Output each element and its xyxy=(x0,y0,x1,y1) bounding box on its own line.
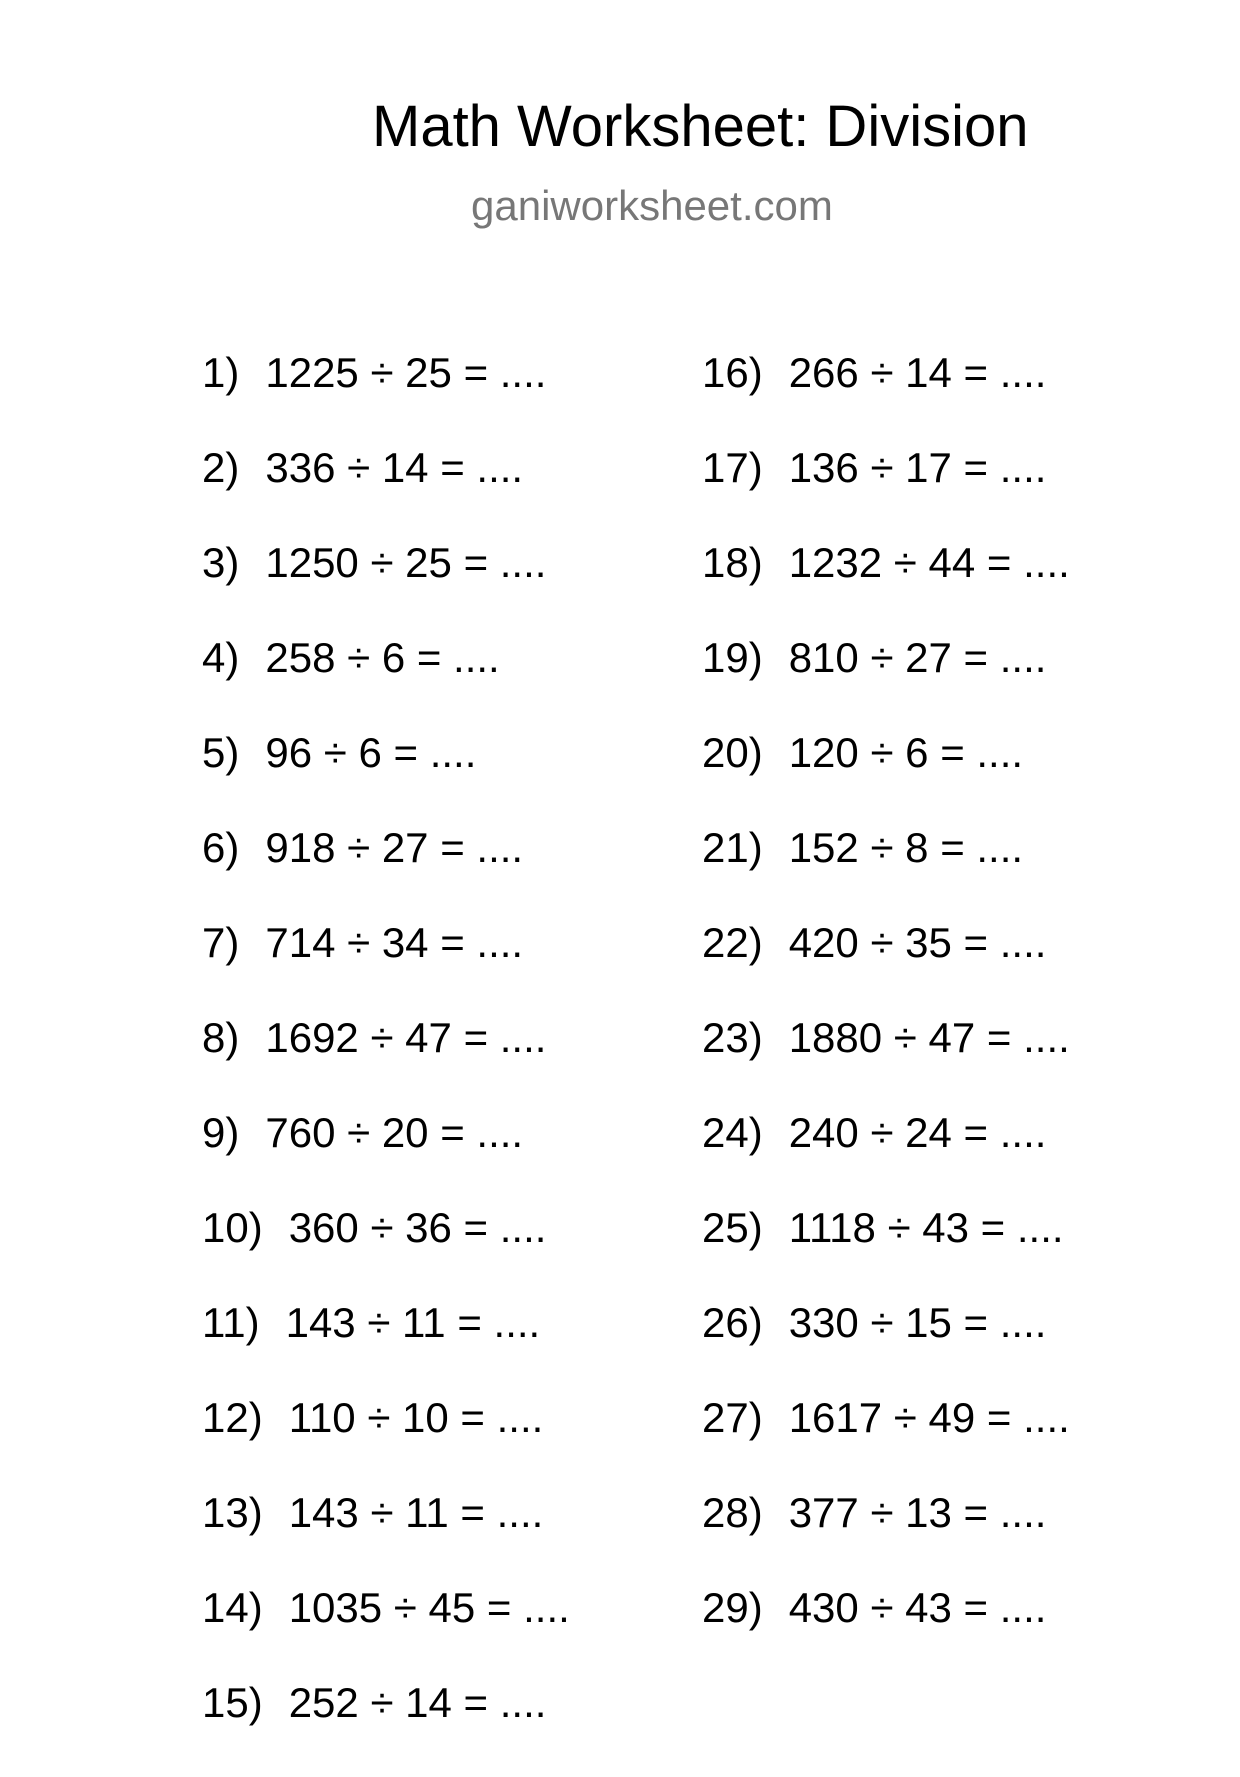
problem-number: 6) xyxy=(202,824,240,871)
problem-item xyxy=(202,349,570,447)
problem-expression: 152 ÷ 8 = .... xyxy=(788,824,1024,871)
problem-item xyxy=(702,824,1070,922)
problem-expression: 120 ÷ 6 = .... xyxy=(788,729,1024,776)
problem-item xyxy=(202,1109,570,1207)
problem-expression: 143 ÷ 11 = .... xyxy=(288,1489,544,1536)
problem-item xyxy=(702,1394,1070,1492)
problem-number: 15) xyxy=(202,1679,263,1726)
site-url: ganiworksheet.com xyxy=(471,182,833,229)
problem-item xyxy=(202,1489,570,1587)
problem-item xyxy=(202,919,570,1017)
problem-expression: 760 ÷ 20 = .... xyxy=(265,1109,524,1156)
problem-number: 3) xyxy=(202,539,240,586)
problem-item xyxy=(202,1584,570,1682)
problem-item xyxy=(202,1394,570,1492)
problem-number: 20) xyxy=(702,729,763,776)
problem-item xyxy=(702,919,1070,1017)
problem-expression: 1617 ÷ 49 = .... xyxy=(788,1394,1070,1441)
problem-item xyxy=(702,634,1070,732)
problem-number: 14) xyxy=(202,1584,263,1631)
problem-number: 26) xyxy=(702,1299,763,1346)
problem-expression: 360 ÷ 36 = .... xyxy=(288,1204,547,1251)
problem-item xyxy=(202,1299,570,1397)
problem-item xyxy=(202,824,570,922)
problem-expression: 918 ÷ 27 = .... xyxy=(265,824,524,871)
problem-number: 1) xyxy=(202,349,240,396)
problem-item xyxy=(202,444,570,542)
problem-expression: 1118 ÷ 43 = .... xyxy=(788,1204,1064,1251)
problem-number: 27) xyxy=(702,1394,763,1441)
problem-number: 21) xyxy=(702,824,763,871)
problem-item xyxy=(702,1489,1070,1587)
problem-item xyxy=(702,1109,1070,1207)
problem-item xyxy=(702,1204,1070,1302)
problem-item xyxy=(202,1679,570,1777)
problem-number: 17) xyxy=(702,444,763,491)
problem-item xyxy=(702,729,1070,827)
problem-item xyxy=(202,634,570,732)
problem-expression: 240 ÷ 24 = .... xyxy=(788,1109,1047,1156)
problem-expression: 336 ÷ 14 = .... xyxy=(265,444,524,491)
problem-expression: 1225 ÷ 25 = .... xyxy=(265,349,547,396)
problem-number: 28) xyxy=(702,1489,763,1536)
problem-item xyxy=(202,539,570,637)
problem-expression: 430 ÷ 43 = .... xyxy=(788,1584,1047,1631)
problem-number: 5) xyxy=(202,729,240,776)
problem-item xyxy=(702,1299,1070,1397)
problem-item xyxy=(202,1014,570,1112)
problem-number: 19) xyxy=(702,634,763,681)
problem-expression: 377 ÷ 13 = .... xyxy=(788,1489,1047,1536)
problem-expression: 252 ÷ 14 = .... xyxy=(288,1679,547,1726)
problem-column-left xyxy=(202,349,570,1777)
problem-item xyxy=(702,1584,1070,1682)
problem-expression: 1035 ÷ 45 = .... xyxy=(288,1584,570,1631)
problem-number: 22) xyxy=(702,919,763,966)
problem-column-right xyxy=(702,349,1070,1682)
problem-item xyxy=(702,539,1070,637)
problem-number: 2) xyxy=(202,444,240,491)
problem-item xyxy=(702,349,1070,447)
problem-number: 10) xyxy=(202,1204,263,1251)
problem-expression: 258 ÷ 6 = .... xyxy=(265,634,500,681)
problem-expression: 266 ÷ 14 = .... xyxy=(788,349,1047,396)
problem-expression: 1692 ÷ 47 = .... xyxy=(265,1014,547,1061)
problem-number: 18) xyxy=(702,539,763,586)
problem-number: 8) xyxy=(202,1014,240,1061)
problem-number: 7) xyxy=(202,919,240,966)
problem-expression: 1232 ÷ 44 = .... xyxy=(788,539,1070,586)
problem-item xyxy=(702,444,1070,542)
problem-number: 11) xyxy=(202,1299,260,1346)
problem-number: 23) xyxy=(702,1014,763,1061)
problem-number: 16) xyxy=(702,349,763,396)
problem-expression: 110 ÷ 10 = .... xyxy=(288,1394,544,1441)
problem-expression: 420 ÷ 35 = .... xyxy=(788,919,1047,966)
problem-number: 12) xyxy=(202,1394,263,1441)
problem-expression: 96 ÷ 6 = .... xyxy=(265,729,477,776)
problem-item xyxy=(702,1014,1070,1112)
problem-number: 29) xyxy=(702,1584,763,1631)
problem-number: 25) xyxy=(702,1204,763,1251)
problem-expression: 1250 ÷ 25 = .... xyxy=(265,539,547,586)
problem-item xyxy=(202,1204,570,1302)
page-title: Math Worksheet: Division xyxy=(372,94,1029,159)
problem-expression: 1880 ÷ 47 = .... xyxy=(788,1014,1070,1061)
problem-expression: 810 ÷ 27 = .... xyxy=(788,634,1047,681)
problem-number: 9) xyxy=(202,1109,240,1156)
problem-number: 13) xyxy=(202,1489,263,1536)
problem-expression: 143 ÷ 11 = .... xyxy=(285,1299,541,1346)
problem-item xyxy=(202,729,570,827)
problem-expression: 330 ÷ 15 = .... xyxy=(788,1299,1047,1346)
problem-number: 4) xyxy=(202,634,240,681)
problem-number: 24) xyxy=(702,1109,763,1156)
problem-expression: 714 ÷ 34 = .... xyxy=(265,919,524,966)
problem-expression: 136 ÷ 17 = .... xyxy=(788,444,1047,491)
